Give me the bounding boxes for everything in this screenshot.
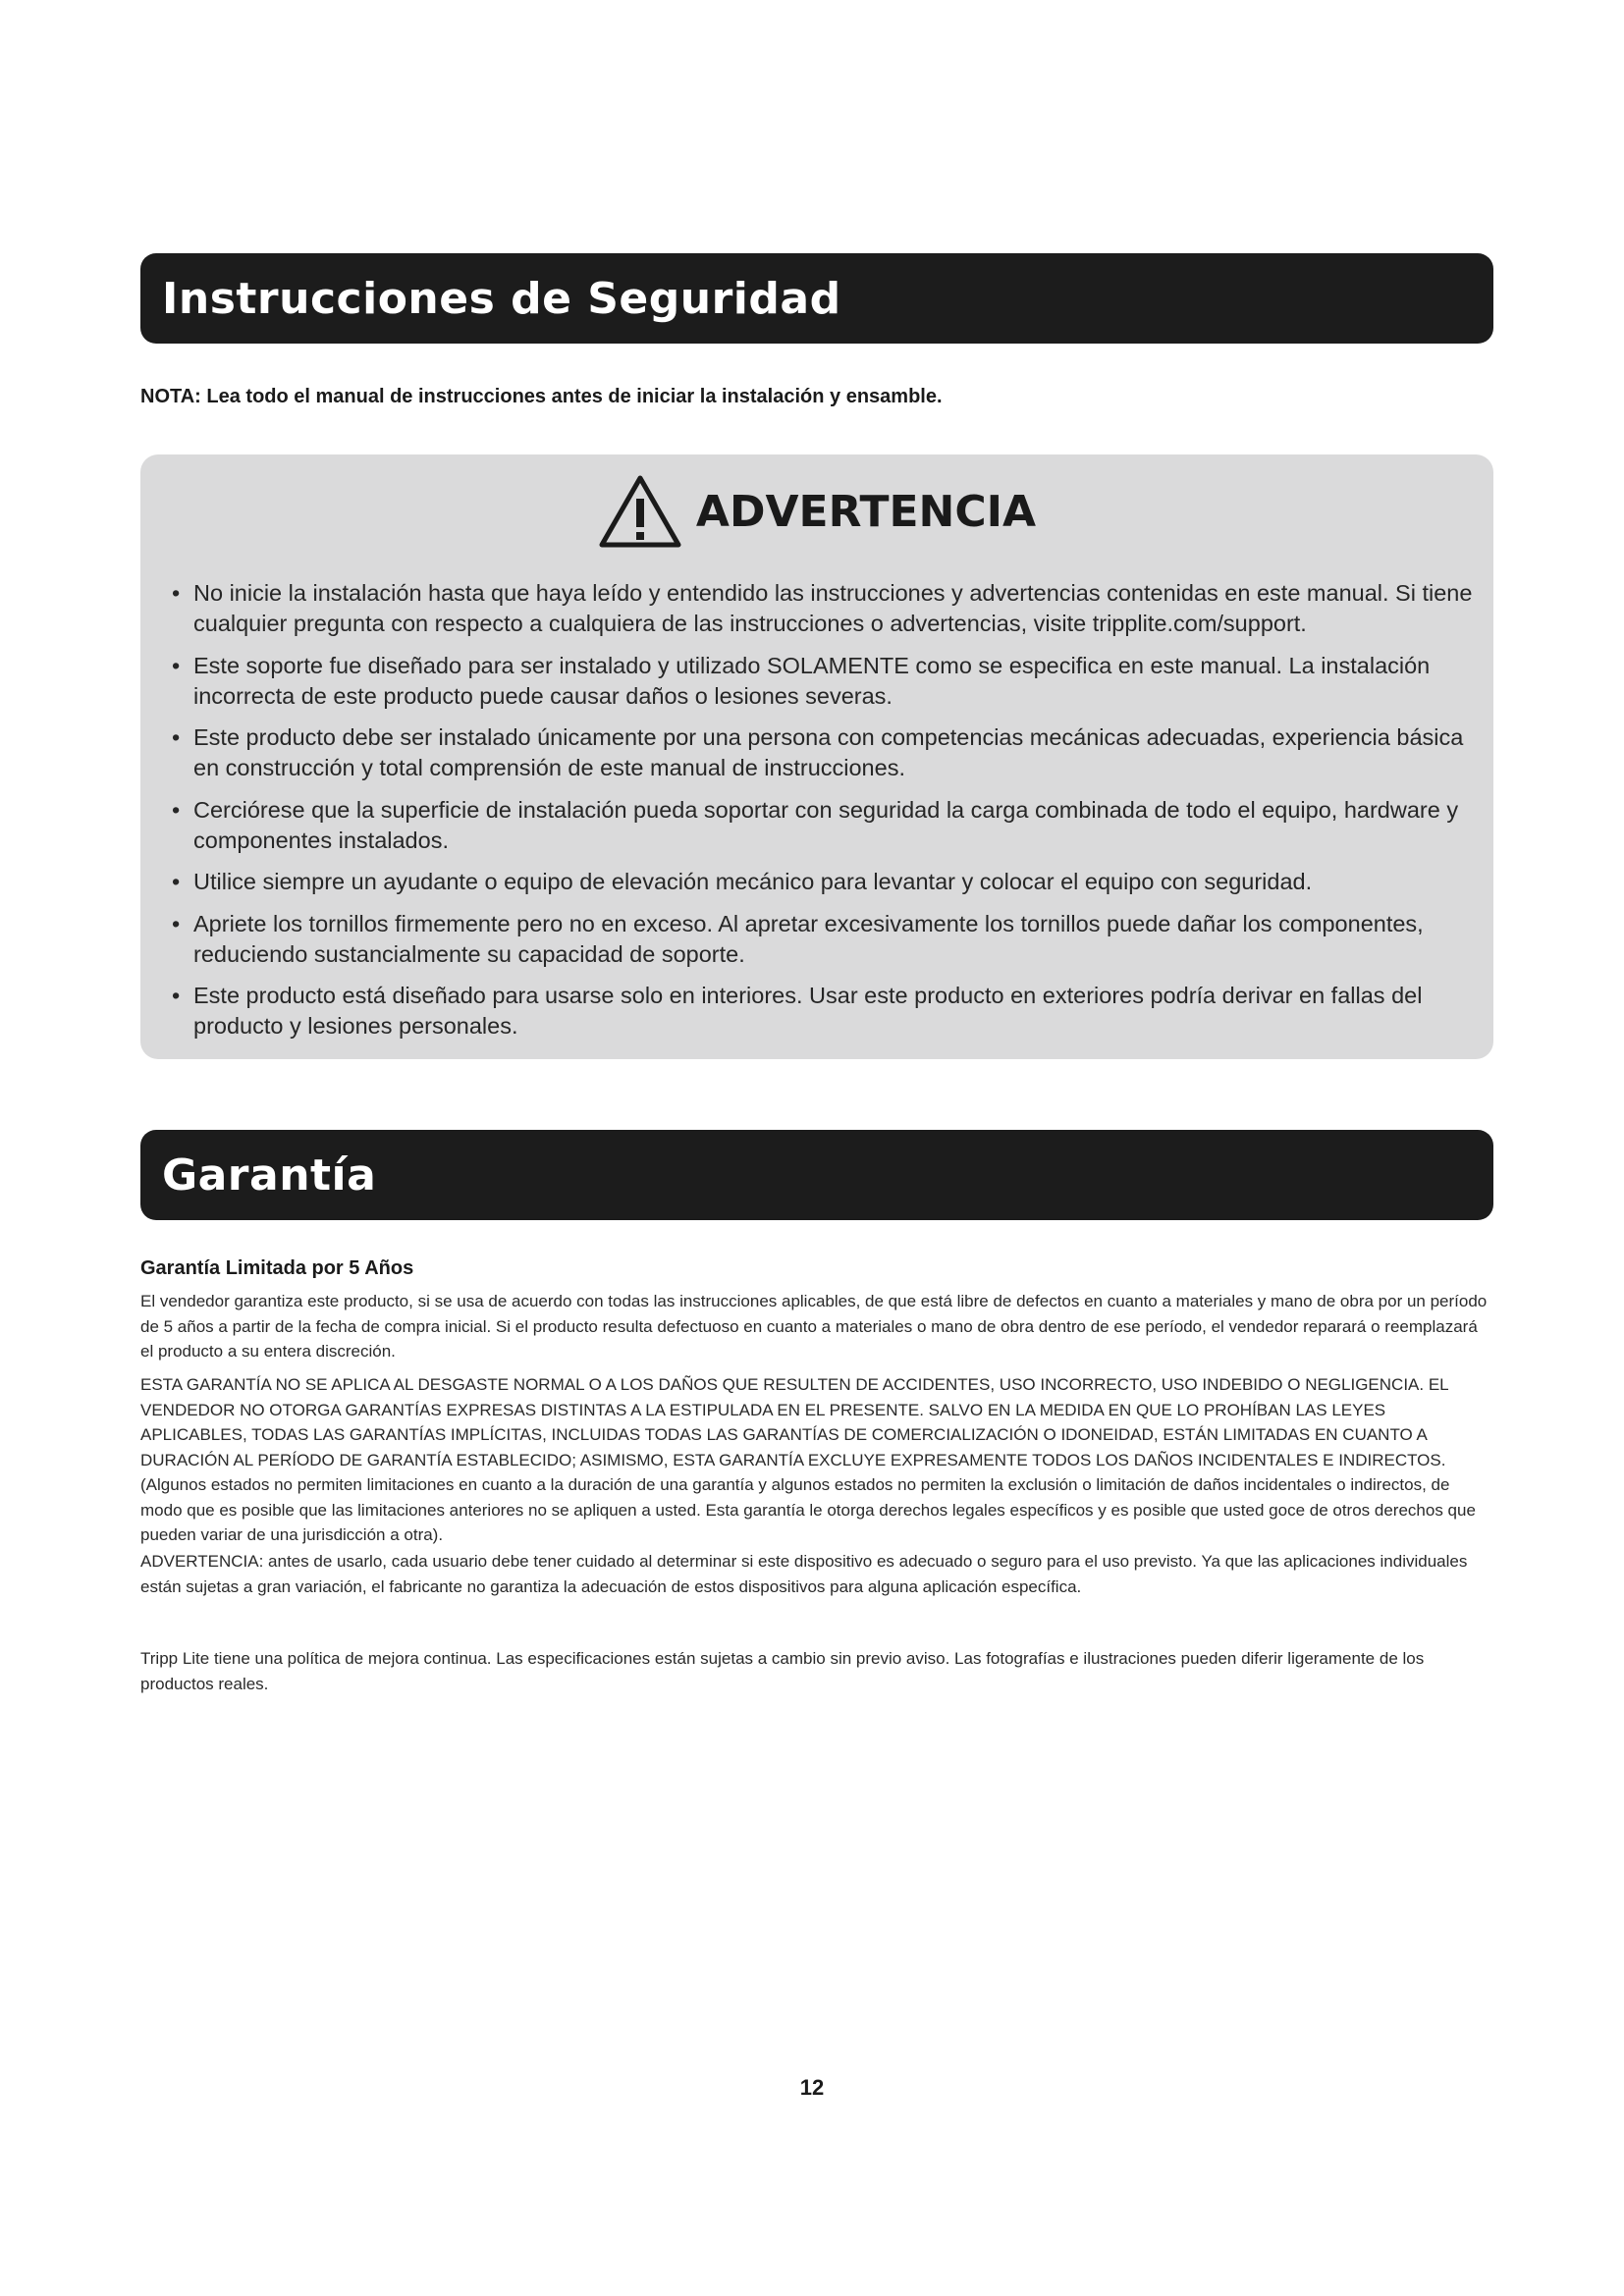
warning-item: • Cerciórese que la superficie de instalación pueda soportar con seguridad la carga combinada de todo el equipo, hardware y componentes instalados.: [170, 795, 1476, 856]
warning-heading: [140, 474, 1493, 549]
warranty-disclaimer: ESTA GARANTÍA NO SE APLICA AL DESGASTE NORMAL O A LOS DAÑOS QUE RESULTEN DE ACCIDENTES, USO INCORRECTO, USO INDEBIDO O NEGLIGENCIA. EL VENDEDOR NO OTORGA GARANTÍAS EXPRESAS DISTINTAS A LA ESTIPULADA EN EL PRESENTE. SALVO EN LA MEDIDA EN QUE LO PROHÍBAN LAS LEYES APLICABLES, TODAS LAS GARANTÍAS IMPLÍCITAS, INCLUIDAS TODAS LAS GARANTÍAS DE COMERCIALIZACIÓN O IDONEIDAD, ESTÁN LIMITADAS EN CUANTO A DURACIÓN AL PERÍODO DE GARANTÍA ESTABLECIDO; ASIMISMO, ESTA GARANTÍA EXCLUYE EXPRESAMENTE TODOS LOS DAÑOS INCIDENTALES E INDIRECTOS. (Algunos estados no permiten limitaciones en cuanto a la duración de una garantía y algunos estados no permiten la exclusión o limitación de daños incidentales o indirectos, de modo que es posible que las limitaciones anteriores no se apliquen a usted. Esta garantía le otorga derechos legales específicos y es posible que usted goce de otros derechos que pueden variar de una jurisdicción a otra).: [140, 1375, 1476, 1544]
warning-title: ADVERTENCIA: [695, 486, 1037, 537]
installation-note: NOTA: Lea todo el manual de instrucciones antes de iniciar la instalación y ensamble.: [140, 386, 943, 407]
warning-item: • Este soporte fue diseñado para ser instalado y utilizado SOLAMENTE como se especifica en este manual. La instalación incorrecta de este producto puede causar daños o lesiones severas.: [170, 651, 1476, 712]
safety-section-title: Instrucciones de Seguridad: [162, 273, 841, 324]
warning-triangle-icon: [598, 474, 682, 549]
warranty-warning: ADVERTENCIA: antes de usarlo, cada usuario debe tener cuidado al determinar si este dispositivo es adecuado o seguro para el uso previsto. Ya que las aplicaciones individuales están sujetas a gran variación, el fabricante no garantiza la adecuación de estos dispositivos para alguna aplicación específica.: [140, 1552, 1468, 1596]
safety-section-banner: [140, 253, 1493, 344]
warning-item: • Este producto debe ser instalado únicamente por una persona con competencias mecánicas adecuadas, experiencia básica en construcción y total comprensión de este manual de instrucciones.: [170, 722, 1476, 783]
improvement-policy: Tripp Lite tiene una política de mejora continua. Las especificaciones están sujetas a cambio sin previo aviso. Las fotografías e ilustraciones pueden diferir ligeramente de los productos reales.: [140, 1649, 1425, 1693]
warranty-paragraph: El vendedor garantiza este producto, si se usa de acuerdo con todas las instrucciones aplicables, de que está libre de defectos en cuanto a materiales y mano de obra por un período de 5 años a partir de la fecha de compra inicial. Si el producto resulta defectuoso en cuanto a materiales o mano de obra dentro de ese período, el vendedor reparará o reemplazará el producto a su entera discreción.: [140, 1292, 1488, 1361]
warning-item: • Apriete los tornillos firmemente pero no en exceso. Al apretar excesivamente los tornillos puede dañar los componentes, reduciendo sustancialmente su capacidad de soporte.: [170, 909, 1476, 970]
warranty-section-banner: [140, 1130, 1493, 1220]
page-number: 12: [799, 2075, 825, 2100]
warning-list: [170, 578, 1476, 1053]
warning-item: • No inicie la instalación hasta que haya leído y entendido las instrucciones y advertencias contenidas en este manual. Si tiene cualquier pregunta con respecto a cualquiera de las instrucciones o advertencias, visite tripplite.com/support.: [170, 578, 1476, 639]
warranty-subtitle: Garantía Limitada por 5 Años: [140, 1257, 414, 1279]
warning-item: • Utilice siempre un ayudante o equipo de elevación mecánico para levantar y colocar el equipo con seguridad.: [170, 867, 1476, 897]
warning-box: [140, 454, 1493, 1059]
warranty-section-title: Garantía: [162, 1149, 377, 1201]
warning-item: • Este producto está diseñado para usarse solo en interiores. Usar este producto en exteriores podría derivar en fallas del producto y lesiones personales.: [170, 981, 1476, 1041]
